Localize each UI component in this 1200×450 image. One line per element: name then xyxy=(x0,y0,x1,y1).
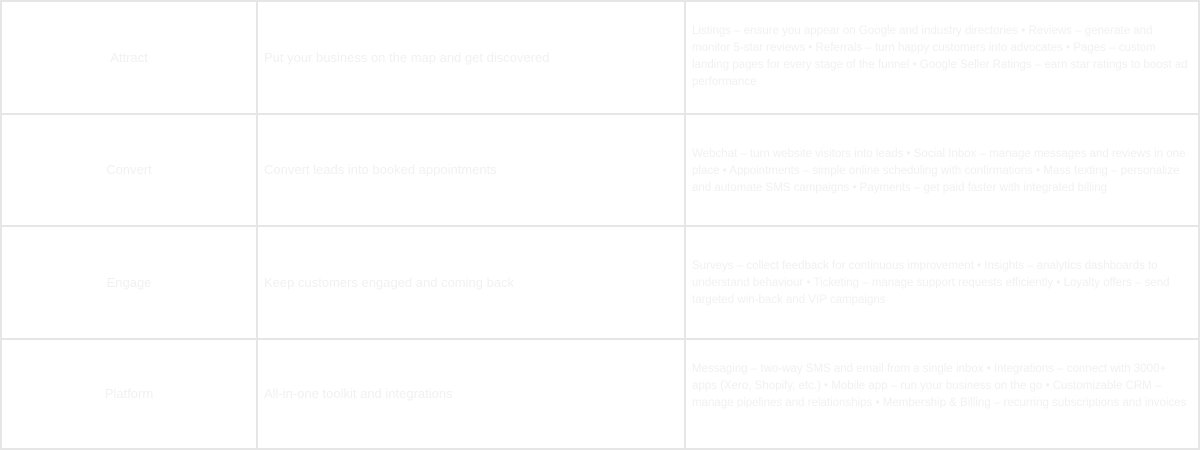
tools-cell: Messaging – two-way SMS and email from a single inbox • Integrations – connect with 3000+ apps (Xero, Shopify, etc.) • Mobile app – run your business on the go • Customizable CRM – manage pipelines and relationships • Membership & Billing – recurring subscriptions and invoices xyxy=(685,339,1199,450)
goal-cell: Keep customers engaged and coming back xyxy=(257,226,685,339)
stage-label: Convert xyxy=(106,162,152,178)
goal-cell: Convert leads into booked appointments xyxy=(257,114,685,227)
tools-cell: Webchat – turn website visitors into leads • Social Inbox – manage messages and reviews in one place • Appointments – simple online scheduling with confirmations • Mass texting – personalize and automate SMS campaigns • Payments – get paid faster with integrated billing xyxy=(685,114,1199,227)
stage-label: Attract xyxy=(110,49,148,65)
stage-label: Platform xyxy=(104,386,154,402)
stage-cell xyxy=(1,339,257,450)
table-row xyxy=(1,339,1199,450)
goal-cell: Put your business on the map and get discovered xyxy=(257,1,685,114)
table-row xyxy=(1,1,1199,114)
stage-cell xyxy=(1,226,257,339)
stage-cell xyxy=(1,1,257,114)
goal-cell: All-in-one toolkit and integrations xyxy=(257,339,685,450)
tools-cell: Surveys – collect feedback for continuous improvement • Insights – analytics dashboards to understand behaviour • Ticketing – manage support requests efficiently • Loyalty offers – send targeted win-back and VIP campaigns xyxy=(685,226,1199,339)
tools-cell: Listings – ensure you appear on Google and industry directories • Reviews – generate and monitor 5-star reviews • Referrals – turn happy customers into advocates • Pages – custom landing pages for every stage of the funnel • Google Seller Ratings – earn star ratings to boost ad performance xyxy=(685,1,1199,114)
table-row xyxy=(1,114,1199,227)
stage-label: Engage xyxy=(106,274,152,290)
stage-cell xyxy=(1,114,257,227)
table-row xyxy=(1,226,1199,339)
